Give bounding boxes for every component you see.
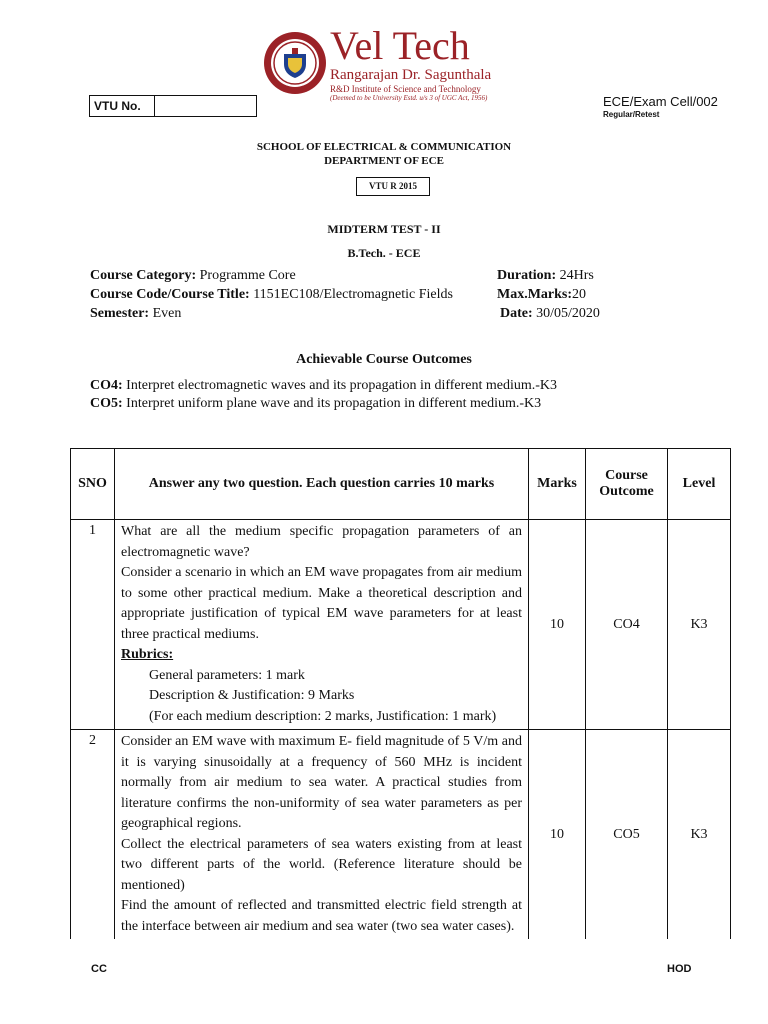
course-category-label: Course Category: [90, 268, 197, 283]
vtu-number-field[interactable] [155, 96, 256, 116]
course-category [90, 268, 296, 284]
row-marks: 10 [529, 520, 586, 730]
header-outcome-line1: Course [605, 468, 648, 483]
rubrics-heading: Rubrics: [121, 647, 174, 662]
header-course-outcome [586, 449, 668, 520]
header-sno: SNO [71, 449, 115, 520]
co5-text: Interpret uniform plane wave and its propagation in different medium.-K3 [122, 396, 542, 411]
max-marks-value: 20 [572, 287, 587, 302]
vtu-number-label: VTU No. [90, 96, 155, 116]
table-row [71, 730, 731, 940]
brand-name: Vel Tech [330, 23, 470, 68]
question-text: Consider an EM wave with maximum E- field magnitude of 5 V/m and it is varying sinusoidally at a frequency of 560 MHz is incident normally from air medium to sea water. A practical studies from literature confirms the non-uniformity of sea water parameters as per geographical regions. [121, 734, 522, 831]
course-code-value: 1151EC108/Electromagnetic Fields [249, 287, 453, 302]
exam-date-value: 30/05/2020 [532, 306, 600, 321]
row-outcome: CO4 [586, 520, 668, 730]
row-level: K3 [668, 730, 731, 940]
exam-date [500, 306, 600, 322]
brand-deemed-note: (Deemed to be University Estd. u/s 3 of UGC Act, 1956) [330, 94, 488, 102]
question-text: Find the amount of reflected and transmitted electric field strength at the interface between air medium and sea water (two sea water cases). [121, 898, 522, 934]
rubric-item: General parameters: 1 mark [149, 667, 305, 683]
semester-label: Semester: [90, 306, 150, 321]
question-text: Consider a scenario in which an EM wave propagates from air medium to some other practical medium. Make a theoretical description and appropriate justification of typical EM wave parameters for at least three practical mediums. [121, 565, 522, 642]
test-title: MIDTERM TEST - II [327, 222, 441, 236]
course-category-value: Programme Core [196, 268, 296, 283]
duration [497, 268, 594, 284]
institution-logo [262, 23, 502, 102]
footer-cc: CC [91, 963, 107, 975]
regulation-box: VTU R 2015 [356, 177, 430, 196]
exam-cell-code: ECE/Exam Cell/002 [603, 94, 718, 109]
row-sno: 2 [71, 730, 115, 940]
question-text: What are all the medium specific propagation parameters of an electromagnetic wave? [121, 524, 522, 560]
department-name: DEPARTMENT OF ECE [324, 155, 444, 167]
footer-hod: HOD [667, 963, 692, 975]
vtu-number-box [89, 95, 257, 117]
row-marks: 10 [529, 730, 586, 940]
rubric-item: (For each medium description: 2 marks, Justification: 1 mark) [149, 708, 497, 724]
duration-value: 24Hrs [556, 268, 594, 283]
course-code-title [90, 287, 453, 303]
semester-value: Even [149, 306, 182, 321]
row-outcome: CO5 [586, 730, 668, 940]
header-marks: Marks [529, 449, 586, 520]
header-level: Level [668, 449, 731, 520]
header-outcome-line2: Outcome [599, 484, 654, 499]
row-question [115, 520, 529, 730]
question-table [70, 448, 731, 939]
co4-text: Interpret electromagnetic waves and its propagation in different medium.-K3 [122, 378, 558, 393]
brand-institute: R&D Institute of Science and Technology [330, 84, 481, 94]
brand-subtitle: Rangarajan Dr. Sagunthala [330, 67, 492, 83]
co5-label: CO5: [90, 396, 123, 411]
course-outcome-co5 [90, 396, 541, 412]
header-question: Answer any two question. Each question carries 10 marks [115, 449, 529, 520]
row-sno: 1 [71, 520, 115, 730]
row-level: K3 [668, 520, 731, 730]
school-name: SCHOOL OF ELECTRICAL & COMMUNICATION [256, 141, 512, 153]
max-marks [497, 287, 586, 303]
course-code-label: Course Code/Course Title: [90, 287, 250, 302]
course-outcome-co4 [90, 378, 557, 394]
row-question [115, 730, 529, 940]
table-header-row [71, 449, 731, 520]
semester [90, 306, 181, 322]
outcomes-heading: Achievable Course Outcomes [296, 352, 472, 367]
rubric-item: Description & Justification: 9 Marks [149, 688, 355, 703]
table-row [71, 520, 731, 730]
co4-label: CO4: [90, 378, 123, 393]
exam-type: Regular/Retest [603, 110, 660, 119]
exam-date-label: Date: [500, 306, 533, 321]
duration-label: Duration: [497, 268, 557, 283]
program-name: B.Tech. - ECE [347, 246, 421, 260]
university-seal-icon [262, 30, 328, 96]
question-text: Collect the electrical parameters of sea waters existing from at least two different parts of the world. (Reference literature should be mentioned) [121, 836, 522, 893]
max-marks-label: Max.Marks: [497, 287, 573, 302]
